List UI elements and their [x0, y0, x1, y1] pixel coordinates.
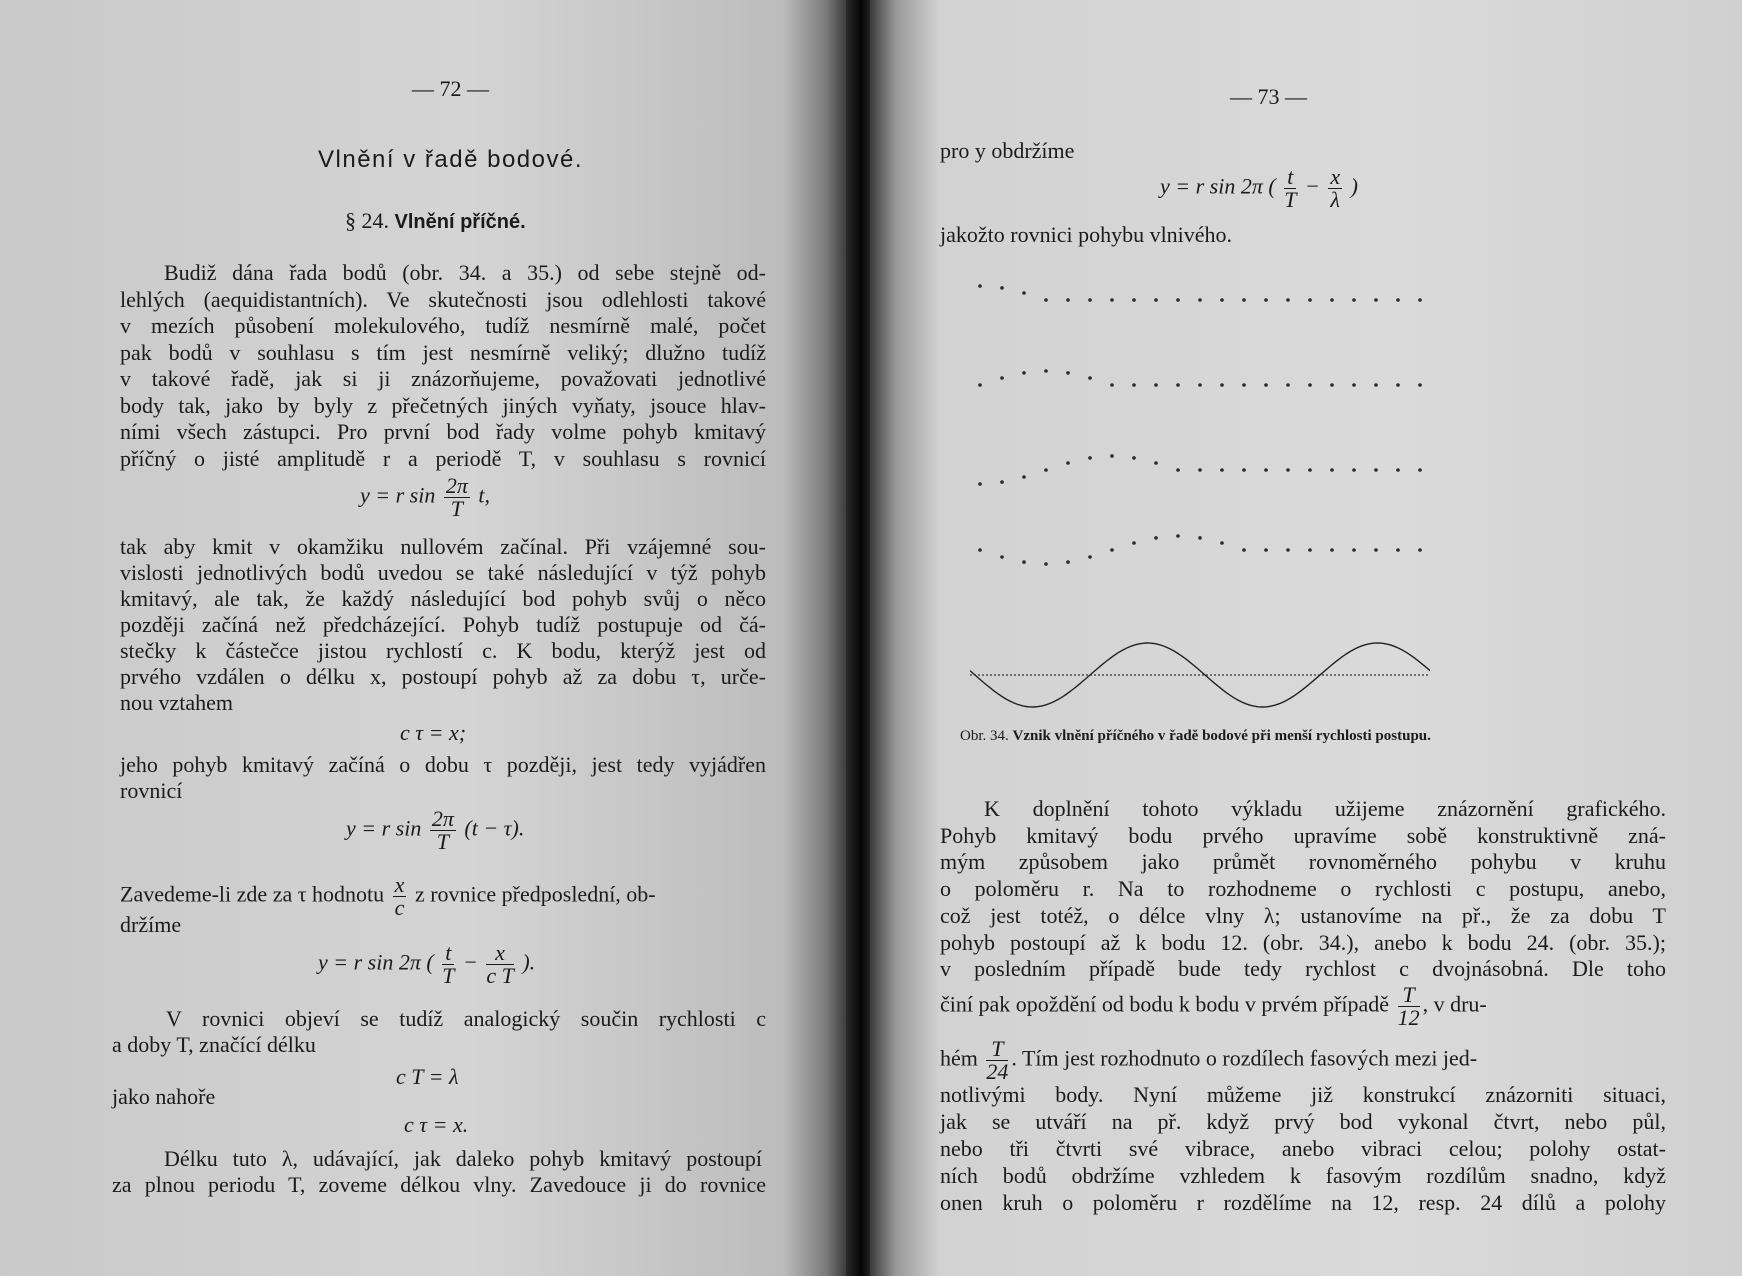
particle-dot — [1220, 541, 1224, 545]
particle-dot — [1374, 383, 1378, 387]
numerator: t — [1284, 166, 1296, 189]
particle-dot — [1044, 369, 1048, 373]
text-line: V rovnici objeví se tudíž analogický součin rychlosti c — [166, 1006, 766, 1031]
numerator: 2π — [445, 473, 468, 498]
particle-dot — [1264, 383, 1268, 387]
particle-dot — [1066, 298, 1070, 302]
right-page — [870, 0, 1742, 1276]
equation-1 — [1160, 166, 1358, 211]
text-line: nebo tři čtvrti své vibrace, anebo vibraci celou; polohy ostat- — [940, 1136, 1666, 1161]
text-line: lehlých (aequidistantních). Ve skutečnosti jsou odlehlosti takové — [120, 286, 766, 312]
page-number: — 72 — — [412, 76, 489, 101]
fraction — [430, 808, 456, 853]
particle-dot — [978, 284, 982, 288]
text-line: rovnicí — [120, 778, 183, 803]
particle-dot — [1308, 548, 1312, 552]
text-span: činí pak opoždění od bodu k bodu v prvém případě — [940, 991, 1390, 1017]
figure-34 — [970, 280, 1430, 720]
text-line: prvého vzdálen o délku x, postoupí pohyb až za dobu τ, urče- — [120, 664, 766, 689]
particle-dot — [1330, 298, 1334, 302]
text-line: kmitavý, ale tak, že každý následující bod pohyb svůj o něco — [120, 586, 766, 611]
text-line: pro y obdržíme — [940, 138, 1075, 163]
particle-dot — [1176, 468, 1180, 472]
text-span: z rovnice předposlední, ob- — [414, 881, 656, 907]
text-line: pak bodů v souhlasu s tím jest nesmírně veliký; dlužno tudíž — [120, 339, 766, 365]
particle-dot — [1396, 383, 1400, 387]
particle-dot — [1242, 468, 1246, 472]
text-line: mým způsobem jako průmět rovnoměrného pohybu v kruhu — [940, 849, 1666, 875]
text-span: hém — [940, 1045, 978, 1071]
particle-dot — [1154, 298, 1158, 302]
text-line: onen kruh o poloměru r rozdělíme na 12, resp. 24 dílů a polohy — [940, 1190, 1666, 1215]
particle-dot — [1000, 286, 1004, 290]
particle-dot — [1022, 371, 1026, 375]
equation-6: c τ = x. — [404, 1112, 469, 1137]
particle-dot — [1088, 555, 1092, 559]
particle-dot — [1198, 468, 1202, 472]
text-line: notlivými body. Nyní můžeme již konstrukcí znázorniti situaci, — [940, 1082, 1666, 1107]
numerator: T — [986, 1038, 1008, 1061]
text-line: jeho pohyb kmitavý začíná o dobu τ později, jest tedy vyjádřen — [120, 752, 766, 777]
fraction — [1284, 166, 1296, 211]
fraction — [393, 874, 407, 919]
figure-caption — [960, 728, 1431, 745]
particle-dot — [1154, 461, 1158, 465]
denominator: T — [442, 963, 455, 988]
text-line: držíme — [120, 912, 182, 937]
particle-dot — [1132, 456, 1136, 460]
text-line: K doplnění tohoto výkladu užijeme znázornění grafického. — [984, 796, 1666, 821]
text-line: později začíná než předcházející. Pohyb tudíž postupuje od čá- — [120, 612, 766, 637]
fraction — [1398, 984, 1420, 1029]
particle-dot — [1022, 560, 1026, 564]
dot-row — [978, 534, 1422, 566]
particle-dot — [1396, 298, 1400, 302]
particle-dot — [1396, 468, 1400, 472]
particle-dot — [1198, 298, 1202, 302]
particle-dot — [1352, 548, 1356, 552]
particle-dot — [1154, 536, 1158, 540]
particle-dot — [1088, 376, 1092, 380]
caption-number: Obr. 34. — [960, 728, 1009, 744]
text-line: v mezích působení molekulového, tudíž nesmírně malé, počet — [120, 313, 766, 338]
text-line: nou vztahem — [120, 690, 234, 715]
denominator: T — [450, 496, 463, 521]
text-line: jakožto rovnici pohybu vlnivého. — [940, 222, 1233, 247]
particle-dot — [1088, 298, 1092, 302]
numerator: 2π — [431, 806, 454, 831]
particle-dot — [978, 383, 982, 387]
numerator: x — [1330, 164, 1341, 189]
text-line: tak aby kmit v okamžiku nullovém začínal. Při vzájemné sou- — [120, 534, 766, 559]
particle-dot — [1110, 298, 1114, 302]
denominator: c — [394, 895, 405, 920]
eq-rhs: (t − τ). — [464, 815, 525, 841]
particle-dot — [1264, 548, 1268, 552]
particle-dot — [1000, 555, 1004, 559]
particle-dot — [1066, 461, 1070, 465]
particle-dot — [978, 548, 982, 552]
particle-dot — [1308, 298, 1312, 302]
particle-dot — [1176, 298, 1180, 302]
text-line: stečky k částečce jistou rychlostí c. K bodu, kterýž jest od — [120, 638, 766, 663]
eq-lhs: y = r sin — [346, 815, 422, 841]
equation-2: c τ = x; — [400, 720, 467, 745]
particle-dot — [1242, 548, 1246, 552]
section-heading — [345, 208, 526, 234]
eq-lhs: y = r sin — [360, 482, 436, 508]
numerator: x — [394, 872, 405, 897]
text-line: pohyb postoupí až k bodu 12. (obr. 34.), anebo k bodu 24. (obr. 35.); — [940, 929, 1666, 955]
particle-dot — [1352, 468, 1356, 472]
particle-dot — [1198, 383, 1202, 387]
particle-dot — [1110, 454, 1114, 458]
fraction — [986, 1038, 1008, 1083]
particle-dot — [1286, 468, 1290, 472]
minus-sign: − — [1304, 173, 1320, 199]
particle-dot — [1418, 298, 1422, 302]
eq-rhs: ). — [522, 949, 536, 975]
fraction — [1328, 166, 1342, 211]
text-line: body tak, jako by byly z přečetných jiných vyňaty, jsouce hlav- — [120, 392, 766, 418]
denominator: 12 — [1397, 1005, 1420, 1030]
text-line: Budiž dána řada bodů (obr. 34. a 35.) od sebe stejně od- — [164, 260, 766, 285]
dot-row — [978, 369, 1422, 387]
text-line — [120, 874, 656, 919]
particle-dot — [1286, 298, 1290, 302]
numerator: t — [442, 942, 454, 965]
text-line: v posledním případě bude tedy rychlost c dvojnásobná. Dle toho — [940, 956, 1666, 982]
text-line: vislosti jednotlivých bodů uvedou se také následující v týž pohyb — [120, 560, 766, 585]
denominator: T — [436, 829, 449, 854]
fraction — [442, 942, 454, 987]
particle-dot — [1242, 383, 1246, 387]
equation-1 — [360, 475, 490, 520]
caption-text: Vznik vlnění příčného v řadě bodové při menší rychlosti postupu. — [1012, 728, 1431, 744]
denominator: λ — [1330, 187, 1340, 212]
page-number: — 73 — — [1230, 84, 1307, 109]
particle-dot — [1198, 536, 1202, 540]
particle-dot — [1374, 468, 1378, 472]
particle-dot — [1110, 548, 1114, 552]
particle-dot — [1088, 456, 1092, 460]
particle-dot — [1308, 468, 1312, 472]
particle-dot — [1418, 548, 1422, 552]
particle-dot — [1132, 541, 1136, 545]
eq-rhs: ) — [1350, 173, 1358, 199]
text-line: o poloměru r. Na to rozhodneme o rychlosti c postupu, anebo, — [940, 876, 1666, 902]
particle-dot — [1176, 534, 1180, 538]
dot-row — [978, 284, 1422, 302]
text-span: Zavedeme-li zde za τ hodnotu — [120, 881, 385, 907]
particle-dot — [1132, 383, 1136, 387]
particle-dot — [1110, 383, 1114, 387]
particle-dot — [1330, 468, 1334, 472]
fraction — [444, 475, 470, 520]
particle-dot — [1000, 480, 1004, 484]
dot-row — [978, 454, 1422, 486]
denominator: T — [1284, 187, 1297, 212]
particle-dot — [1374, 548, 1378, 552]
particle-dot — [1220, 468, 1224, 472]
particle-dot — [1418, 468, 1422, 472]
particle-dot — [1220, 298, 1224, 302]
particle-dot — [1044, 562, 1048, 566]
particle-dot — [1286, 383, 1290, 387]
chapter-title: Vlnění v řadě bodové. — [318, 146, 583, 173]
particle-dot — [1330, 548, 1334, 552]
denominator: c T — [486, 963, 514, 988]
particle-dot — [1176, 383, 1180, 387]
eq-lhs: y = r sin 2π ( — [1160, 173, 1276, 199]
numerator: T — [1398, 984, 1420, 1007]
text-line: jak se utváří na př. když prvý bod vykonal čtvrt, nebo půl, — [940, 1109, 1666, 1134]
particle-dot — [1264, 298, 1268, 302]
particle-dot — [1066, 371, 1070, 375]
particle-dot — [1308, 383, 1312, 387]
particle-dot — [1352, 298, 1356, 302]
text-line: ními všech zástupci. Pro první bod řady volme pohyb kmitavý — [120, 419, 766, 444]
numerator: x — [486, 942, 514, 965]
text-line: a doby T, značící délku — [112, 1032, 316, 1057]
particle-dot — [1000, 376, 1004, 380]
eq-rhs: t, — [478, 482, 491, 508]
fraction — [486, 942, 514, 987]
equation-4 — [318, 942, 535, 987]
denominator: 24 — [986, 1059, 1009, 1084]
text-line: příčný o jisté amplitudě r a periodě T, v souhlasu s rovnicí — [120, 445, 766, 471]
particle-dot — [1022, 291, 1026, 295]
particle-dot — [1286, 548, 1290, 552]
particle-dot — [1374, 298, 1378, 302]
particle-dot — [1154, 383, 1158, 387]
section-number: § 24. — [345, 208, 389, 233]
minus-sign: − — [462, 949, 478, 975]
eq-lhs: y = r sin 2π ( — [318, 949, 434, 975]
particle-dot — [1044, 468, 1048, 472]
text-line: ních bodů obdržíme vzhledem k fasovým rozdílům snadno, když — [940, 1163, 1666, 1188]
particle-dot — [1132, 298, 1136, 302]
particle-dot — [1396, 548, 1400, 552]
text-line: což jest totéž, o délce vlny λ; ustanovíme na př., že za dobu T — [940, 902, 1666, 928]
particle-dot — [1352, 383, 1356, 387]
equation-5: c T = λ — [396, 1064, 459, 1089]
left-page — [0, 0, 852, 1276]
particle-dot — [1066, 560, 1070, 564]
text-line: Pohyb kmitavý bodu prvého upravíme sobě konstruktivně zná- — [940, 822, 1666, 848]
particle-dot — [1264, 468, 1268, 472]
particle-dot — [1330, 383, 1334, 387]
text-span: . Tím jest rozhodnuto o rozdílech fasových mezi jed- — [1011, 1045, 1478, 1071]
text-line: Délku tuto λ, udávající, jak daleko pohyb kmitavý postoupí — [164, 1146, 762, 1171]
text-line: jako nahoře — [112, 1084, 216, 1109]
text-span: , v dru- — [1422, 991, 1487, 1017]
equation-3 — [346, 808, 524, 853]
text-line — [940, 1038, 1666, 1083]
text-line — [940, 984, 1666, 1029]
particle-dot — [1242, 298, 1246, 302]
particle-dot — [1044, 298, 1048, 302]
particle-dot — [1418, 383, 1422, 387]
particle-dot — [1220, 383, 1224, 387]
particle-dot — [1022, 475, 1026, 479]
text-line: v takové řadě, jak si ji znázorňujeme, považovati jednotlivé — [120, 366, 766, 391]
particle-dot — [978, 482, 982, 486]
section-title: Vlnění příčné. — [394, 211, 526, 233]
text-line: za plnou periodu T, zoveme délkou vlny. Zavedouce ji do rovnice — [112, 1172, 766, 1197]
